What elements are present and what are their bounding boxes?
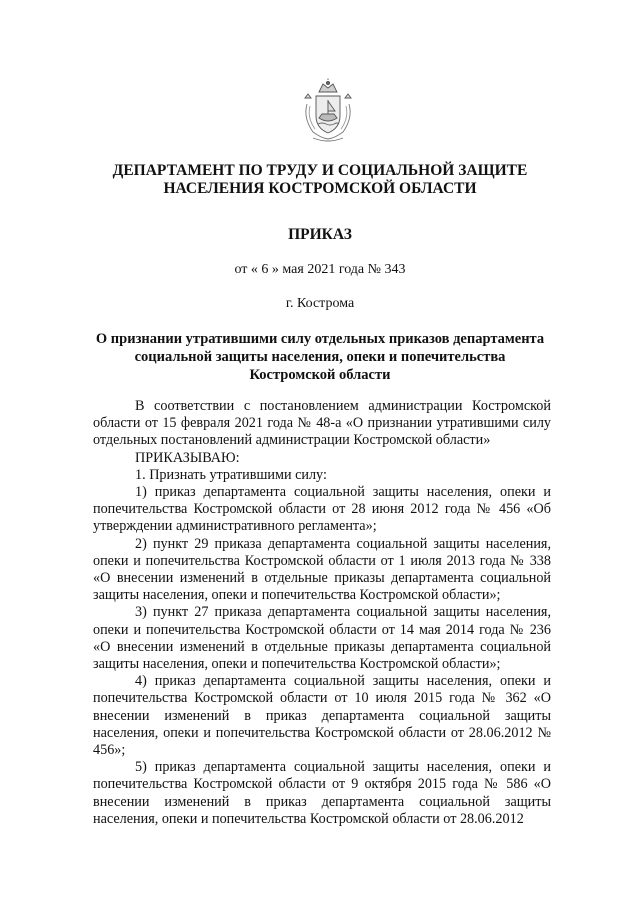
order-title: ПРИКАЗ	[288, 226, 352, 243]
sub-item-5: 5) приказ департамента социальной защиты населения, опеки и попечительства Костромской области от 9 октября 2015 года № 586 «О внесении изменений в приказ департамента социальной защиты населения, опеки и попечительства Костромской области от 28.06.2012	[93, 759, 551, 827]
coat-of-arms-icon	[299, 78, 357, 144]
department-name	[90, 162, 550, 198]
sub-item-4: 4) приказ департамента социальной защиты населения, опеки и попечительства Костромской области от 10 июля 2015 года № 362 «О внесении изменений в приказ департамента социальной защиты населения, опеки и попечительства Костромской области от 28.06.2012 № 456»;	[93, 673, 551, 759]
order-word: ПРИКАЗЫВАЮ:	[135, 449, 240, 466]
sub-item-3: 3) пункт 27 приказа департамента социальной защиты населения, опеки и попечительства Костромской области от 14 мая 2014 года № 236 «О внесении изменений в отдельные приказы департамента социальной защиты населения, опеки и попечительства Костромской области»;	[93, 604, 551, 673]
sub-item-1: 1) приказ департамента социальной защиты населения, опеки и попечительства Костромской области от 28 июня 2012 года № 456 «Об утверждении административного регламента»;	[93, 484, 551, 535]
order-city: г. Кострома	[285, 296, 355, 311]
order-subject	[95, 330, 545, 384]
department-name-line2: НАСЕЛЕНИЯ КОСТРОМСКОЙ ОБЛАСТИ	[163, 180, 477, 197]
sub-item-2: 2) пункт 29 приказа департамента социальной защиты населения, опеки и попечительства Костромской области от 1 июля 2013 года № 338 «О внесении изменений в отдельные приказы департамента социальной защиты населения, опеки и попечительства Костромской области»;	[93, 535, 551, 604]
item-1: 1. Признать утратившими силу:	[135, 466, 327, 483]
intro-paragraph: В соответствии с постановлением администрации Костромской области от 15 февраля 2021 года № 48-а «О признании утратившими силу отдельных постановлений администрации Костромской области»	[93, 398, 551, 449]
subject-line3: Костромской области	[249, 367, 391, 383]
subject-line2: социальной защиты населения, опеки и попечительства	[134, 349, 506, 365]
subject-line1: О признании утратившими силу отдельных приказов департамента	[95, 331, 545, 347]
order-date-number: от « 6 » мая 2021 года № 343	[234, 262, 406, 277]
department-name-line1: ДЕПАРТАМЕНТ ПО ТРУДУ И СОЦИАЛЬНОЙ ЗАЩИТЕ	[112, 162, 528, 179]
order-body	[93, 398, 551, 828]
